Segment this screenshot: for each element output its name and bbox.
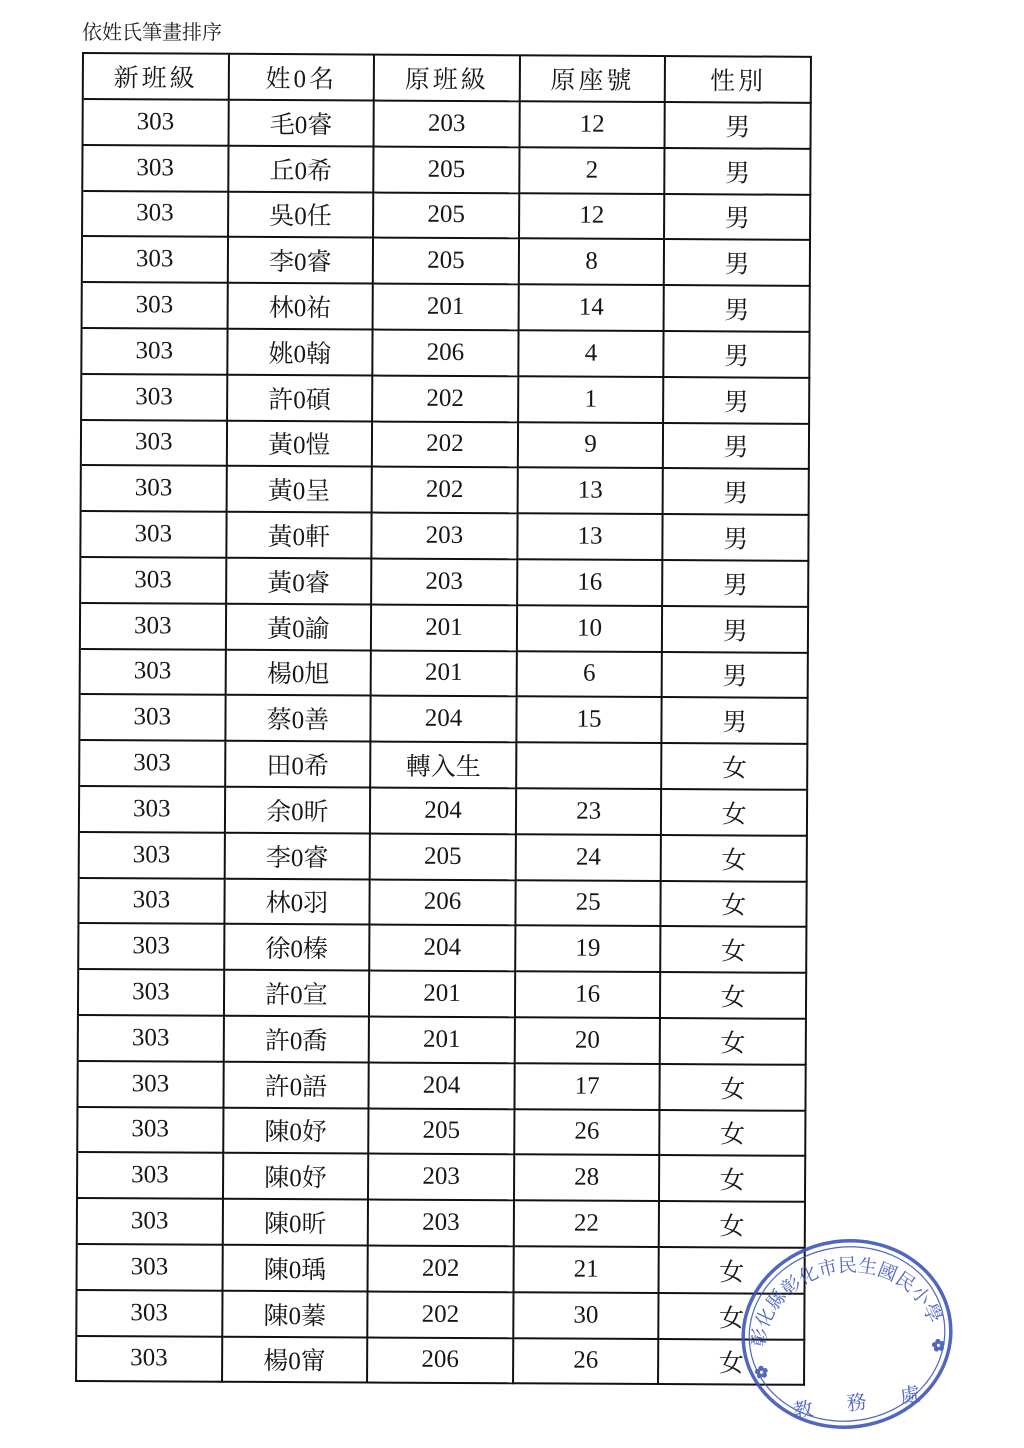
original-class-cell: 202 <box>373 376 519 423</box>
original-seat-number-cell: 9 <box>519 423 665 470</box>
gender-cell: 男 <box>663 607 809 654</box>
new-class-cell: 303 <box>78 1245 224 1292</box>
new-class-cell: 303 <box>80 787 226 834</box>
gender-cell: 女 <box>660 1294 806 1341</box>
table-row <box>83 146 811 196</box>
table-row <box>81 604 809 654</box>
new-class-cell: 303 <box>78 1062 224 1109</box>
new-class-cell: 303 <box>81 604 227 651</box>
student-name-cell: 黃0睿 <box>227 559 373 606</box>
gender-cell: 男 <box>664 378 810 425</box>
original-seat-number-cell: 4 <box>519 331 665 378</box>
school-seal-stamp <box>735 1232 960 1437</box>
gender-cell: 男 <box>664 469 810 516</box>
student-name-cell: 蔡0善 <box>226 696 372 743</box>
original-class-cell: 205 <box>371 834 517 881</box>
table-row <box>79 1016 807 1066</box>
new-class-cell: 303 <box>79 879 225 926</box>
new-class-cell: 303 <box>83 237 229 284</box>
table-row <box>82 329 810 379</box>
table-row <box>83 237 811 287</box>
original-class-cell: 201 <box>374 285 520 332</box>
table-row <box>81 650 809 700</box>
original-seat-number-cell: 19 <box>516 927 662 974</box>
table-row <box>81 558 809 608</box>
gender-cell: 男 <box>663 698 809 745</box>
original-seat-number-cell: 14 <box>519 285 665 332</box>
new-class-cell: 303 <box>79 924 225 971</box>
original-class-cell: 203 <box>373 514 519 561</box>
original-class-cell: 204 <box>371 788 517 835</box>
table-row <box>78 1108 806 1158</box>
original-class-cell: 201 <box>372 605 518 652</box>
original-class-cell: 轉入生 <box>371 743 517 790</box>
gender-cell: 女 <box>660 1248 806 1295</box>
table-row <box>81 512 809 562</box>
gender-cell: 男 <box>665 332 811 379</box>
original-seat-number-cell: 1 <box>519 377 665 424</box>
table-row <box>80 787 808 837</box>
student-name-cell: 陳0妤 <box>224 1154 370 1201</box>
original-class-cell: 206 <box>368 1338 514 1385</box>
class-roster-table <box>75 52 812 1386</box>
header-gender: 性別 <box>666 57 812 104</box>
original-class-cell: 204 <box>370 1063 516 1110</box>
gender-cell: 女 <box>663 744 809 791</box>
student-name-cell: 許0語 <box>224 1062 370 1109</box>
original-seat-number-cell: 13 <box>518 469 664 516</box>
table-row <box>83 192 811 242</box>
original-seat-number-cell: 13 <box>518 514 664 561</box>
gender-cell: 男 <box>665 195 811 242</box>
new-class-cell: 303 <box>84 100 230 147</box>
original-class-cell: 201 <box>370 972 516 1019</box>
new-class-cell: 303 <box>80 833 226 880</box>
original-seat-number-cell: 2 <box>520 148 666 195</box>
original-class-cell: 204 <box>372 697 518 744</box>
original-seat-number-cell: 16 <box>516 972 662 1019</box>
new-class-cell: 303 <box>82 466 228 513</box>
new-class-cell: 303 <box>77 1337 223 1384</box>
gender-cell: 女 <box>659 1340 805 1387</box>
student-name-cell: 許0宣 <box>225 971 371 1018</box>
table-row <box>80 695 808 745</box>
student-name-cell: 林0羽 <box>225 879 371 926</box>
original-class-cell: 202 <box>369 1246 515 1293</box>
original-seat-number-cell: 20 <box>515 1018 661 1065</box>
student-name-cell: 李0睿 <box>225 834 371 881</box>
student-name-cell: 余0昕 <box>226 788 372 835</box>
gender-cell: 男 <box>665 240 811 287</box>
table-row <box>79 924 807 974</box>
student-name-cell: 姚0翰 <box>228 330 374 377</box>
original-class-cell: 203 <box>369 1155 515 1202</box>
gender-cell: 男 <box>664 424 810 471</box>
stamp-office-name: 教務處 <box>791 1376 956 1424</box>
table-row <box>78 1062 806 1112</box>
original-seat-number-cell: 26 <box>514 1339 660 1386</box>
student-name-cell: 陳0蓁 <box>223 1291 369 1338</box>
new-class-cell: 303 <box>82 421 228 468</box>
table-row <box>82 466 810 516</box>
original-class-cell: 202 <box>368 1292 514 1339</box>
original-seat-number-cell: 12 <box>520 194 666 241</box>
original-class-cell: 201 <box>370 1017 516 1064</box>
new-class-cell: 303 <box>78 1108 224 1155</box>
new-class-cell: 303 <box>81 512 227 559</box>
new-class-cell: 303 <box>77 1291 223 1338</box>
student-name-cell: 許0喬 <box>224 1017 370 1064</box>
student-name-cell: 田0希 <box>226 742 372 789</box>
header-original-class: 原班級 <box>375 56 521 103</box>
original-class-cell: 203 <box>375 102 521 149</box>
original-seat-number-cell: 30 <box>514 1293 660 1340</box>
student-name-cell: 楊0旭 <box>226 650 372 697</box>
gender-cell: 女 <box>662 927 808 974</box>
table-row <box>77 1337 805 1387</box>
student-name-cell: 許0碩 <box>228 376 374 423</box>
student-name-cell: 黃0呈 <box>227 467 373 514</box>
original-seat-number-cell: 12 <box>520 102 666 149</box>
table-row <box>80 833 808 883</box>
gender-cell: 男 <box>664 515 810 562</box>
header-student-name: 姓0名 <box>229 55 375 102</box>
student-name-cell: 陳0昕 <box>223 1200 369 1247</box>
student-name-cell: 李0睿 <box>228 238 374 285</box>
table-row <box>82 421 810 471</box>
original-seat-number-cell: 28 <box>515 1156 661 1203</box>
original-seat-number-cell: 17 <box>515 1064 661 1111</box>
original-class-cell: 205 <box>374 147 520 194</box>
header-original-seat-number: 原座號 <box>521 56 667 103</box>
gender-cell: 女 <box>661 1111 807 1158</box>
original-class-cell: 206 <box>371 880 517 927</box>
gender-cell: 男 <box>666 149 812 196</box>
original-class-cell: 206 <box>373 331 519 378</box>
svg-text:彰化縣彰化市民生國民小學 <box>737 1241 947 1351</box>
table-row <box>79 879 807 929</box>
student-name-cell: 陳0瑀 <box>223 1246 369 1293</box>
student-name-cell: 毛0睿 <box>229 101 375 148</box>
original-seat-number-cell: 24 <box>516 835 662 882</box>
new-class-cell: 303 <box>82 329 228 376</box>
new-class-cell: 303 <box>78 1153 224 1200</box>
original-seat-number-cell: 26 <box>515 1110 661 1157</box>
original-seat-number-cell: 16 <box>518 560 664 607</box>
new-class-cell: 303 <box>79 1016 225 1063</box>
new-class-cell: 303 <box>81 558 227 605</box>
student-name-cell: 林0祐 <box>228 284 374 331</box>
gender-cell: 女 <box>661 973 807 1020</box>
table-row <box>84 100 812 150</box>
student-name-cell: 徐0榛 <box>225 925 371 972</box>
original-seat-number-cell: 25 <box>516 881 662 928</box>
original-class-cell: 202 <box>373 468 519 515</box>
original-class-cell: 205 <box>374 239 520 286</box>
student-name-cell: 陳0妤 <box>224 1108 370 1155</box>
table-body <box>77 100 812 1386</box>
gender-cell: 男 <box>666 103 812 150</box>
original-class-cell: 202 <box>373 422 519 469</box>
original-class-cell: 204 <box>370 926 516 973</box>
original-seat-number-cell <box>517 743 663 790</box>
table-header-row <box>84 54 812 104</box>
table-row <box>82 375 810 425</box>
new-class-cell: 303 <box>78 1199 224 1246</box>
original-seat-number-cell: 21 <box>514 1247 660 1294</box>
table-row <box>79 970 807 1020</box>
gender-cell: 女 <box>662 790 808 837</box>
gender-cell: 男 <box>663 561 809 608</box>
table-row <box>78 1245 806 1295</box>
student-name-cell: 黃0諭 <box>226 605 372 652</box>
new-class-cell: 303 <box>80 695 226 742</box>
original-class-cell: 203 <box>372 559 518 606</box>
original-seat-number-cell: 6 <box>517 652 663 699</box>
original-class-cell: 203 <box>369 1201 515 1248</box>
new-class-cell: 303 <box>83 283 229 330</box>
original-seat-number-cell: 8 <box>520 240 666 287</box>
original-class-cell: 205 <box>369 1109 515 1156</box>
original-seat-number-cell: 10 <box>518 606 664 653</box>
student-name-cell: 吳0任 <box>229 192 375 239</box>
student-name-cell: 楊0甯 <box>223 1337 369 1384</box>
original-seat-number-cell: 22 <box>515 1201 661 1248</box>
gender-cell: 女 <box>661 1065 807 1112</box>
gender-cell: 男 <box>665 286 811 333</box>
gender-cell: 女 <box>662 882 808 929</box>
original-seat-number-cell: 15 <box>517 698 663 745</box>
table-row <box>78 1199 806 1249</box>
new-class-cell: 303 <box>83 192 229 239</box>
gender-cell: 女 <box>662 836 808 883</box>
document-title: 依姓氏筆畫排序 <box>82 22 222 44</box>
header-new-class: 新班級 <box>84 54 230 101</box>
new-class-cell: 303 <box>79 970 225 1017</box>
original-class-cell: 201 <box>372 651 518 698</box>
stamp-school-name: 彰化縣彰化市民生國民小學 <box>747 1254 946 1349</box>
plum-blossom-icon <box>931 1338 945 1352</box>
gender-cell: 男 <box>663 653 809 700</box>
plum-blossom-icon <box>754 1365 768 1379</box>
table-row <box>77 1291 805 1341</box>
student-name-cell: 黃0愷 <box>227 421 373 468</box>
new-class-cell: 303 <box>81 650 227 697</box>
table-row <box>83 283 811 333</box>
student-name-cell: 丘0希 <box>229 147 375 194</box>
table-row <box>80 741 808 791</box>
original-seat-number-cell: 23 <box>517 789 663 836</box>
student-name-cell: 黃0軒 <box>227 513 373 560</box>
gender-cell: 女 <box>660 1156 806 1203</box>
gender-cell: 女 <box>660 1202 806 1249</box>
new-class-cell: 303 <box>83 146 229 193</box>
new-class-cell: 303 <box>80 741 226 788</box>
original-class-cell: 205 <box>374 193 520 240</box>
table-row <box>78 1153 806 1203</box>
new-class-cell: 303 <box>82 375 228 422</box>
gender-cell: 女 <box>661 1019 807 1066</box>
